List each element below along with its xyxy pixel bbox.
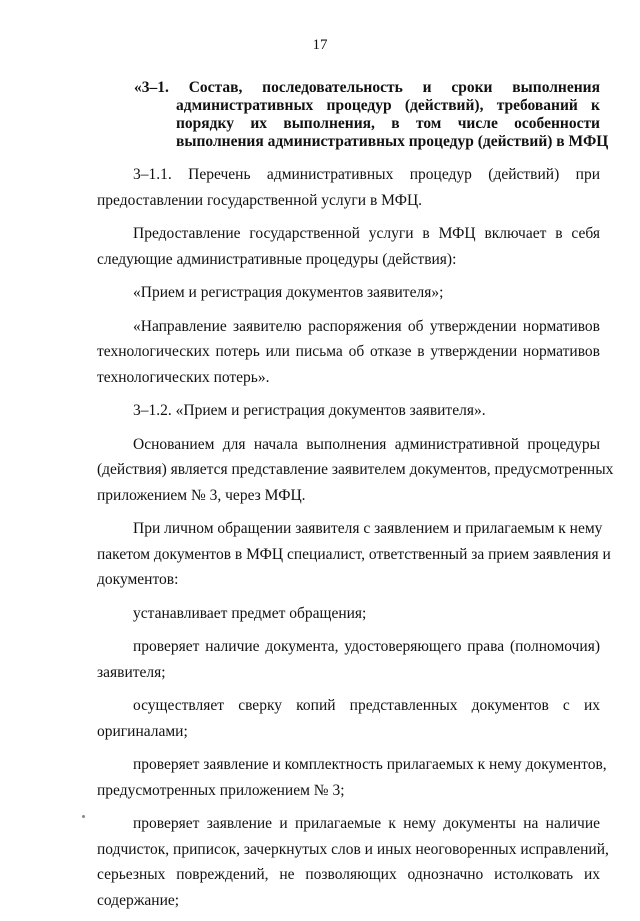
heading-line: выполнения административных процедур (действий) в МФЦ [176, 133, 609, 150]
text-line: технологических потерь или письма об отказе в утверждении нормативов [97, 343, 600, 360]
text-line: заявителя; [97, 663, 166, 681]
text-line: следующие административные процедуры (действия): [97, 250, 457, 268]
scan-mark [82, 815, 85, 818]
paragraph-checks-identity [97, 634, 600, 685]
heading-line: административных процедур (действий), требований к [176, 97, 600, 114]
text-line: Предоставление государственной услуги в МФЦ включает в себя [133, 225, 600, 242]
paragraph-personal-appeal [97, 516, 611, 593]
paragraph-3-1-1 [97, 162, 600, 213]
text-line: проверяет заявление и комплектность прилагаемых к нему документов, [133, 756, 607, 773]
text-line: 3–1.1. Перечень административных процедур (действий) при [133, 166, 600, 183]
paragraph-includes [97, 221, 600, 272]
paragraph-basis [97, 432, 614, 509]
text-line: 3–1.2. «Прием и регистрация документов заявителя». [133, 402, 486, 419]
heading-line: порядку их выполнения, в том числе особенности [176, 115, 600, 132]
text-line: проверяет наличие документа, удостоверяющего права (полномочия) [133, 638, 600, 655]
heading-line: «3–1. Состав, последовательность и сроки выполнения [134, 79, 600, 96]
text-line: предоставлении государственной услуги в МФЦ. [97, 191, 423, 209]
text-line: предусмотренных приложением № 3; [97, 781, 345, 799]
text-line: «Прием и регистрация документов заявителя»; [133, 284, 444, 301]
text-line: (действия) является представление заявителем документов, предусмотренных [97, 461, 614, 478]
text-line: Основанием для начала выполнения административной процедуры [133, 435, 600, 453]
text-line: «Направление заявителю распоряжения об утверждении нормативов [133, 317, 600, 335]
paragraph-verifies-copies [97, 693, 600, 744]
paragraph-3-1-2 [97, 398, 600, 424]
text-line: подчисток, приписок, зачеркнутых слов и иных неоговоренных исправлений, [97, 840, 609, 858]
text-line: пакетом документов в МФЦ специалист, ответственный за прием заявления и [97, 545, 611, 563]
text-line: содержание; [97, 891, 180, 909]
page-number: 17 [312, 37, 328, 53]
document-body [97, 162, 614, 921]
text-line: При личном обращении заявителя с заявлением и прилагаемым к нему [133, 520, 603, 537]
paragraph-establishes [97, 601, 600, 627]
text-line: документов: [97, 571, 179, 588]
text-line: оригиналами; [97, 722, 188, 740]
text-line: серьезных повреждений, не позволяющих однозначно истолковать их [97, 866, 600, 883]
section-heading [134, 79, 609, 151]
paragraph-procedure-1 [97, 280, 600, 306]
text-line: осуществляет сверку копий представленных документов с их [133, 697, 600, 714]
text-line: устанавливает предмет обращения; [133, 604, 367, 622]
paragraph-checks-completeness [97, 752, 607, 803]
text-line: проверяет заявление и прилагаемые к нему документы на наличие [133, 815, 600, 832]
text-line: приложением № 3, через МФЦ. [97, 486, 306, 504]
paragraph-checks-corrections [97, 811, 609, 913]
text-line: технологических потерь». [97, 368, 270, 386]
paragraph-procedure-2 [97, 314, 600, 391]
